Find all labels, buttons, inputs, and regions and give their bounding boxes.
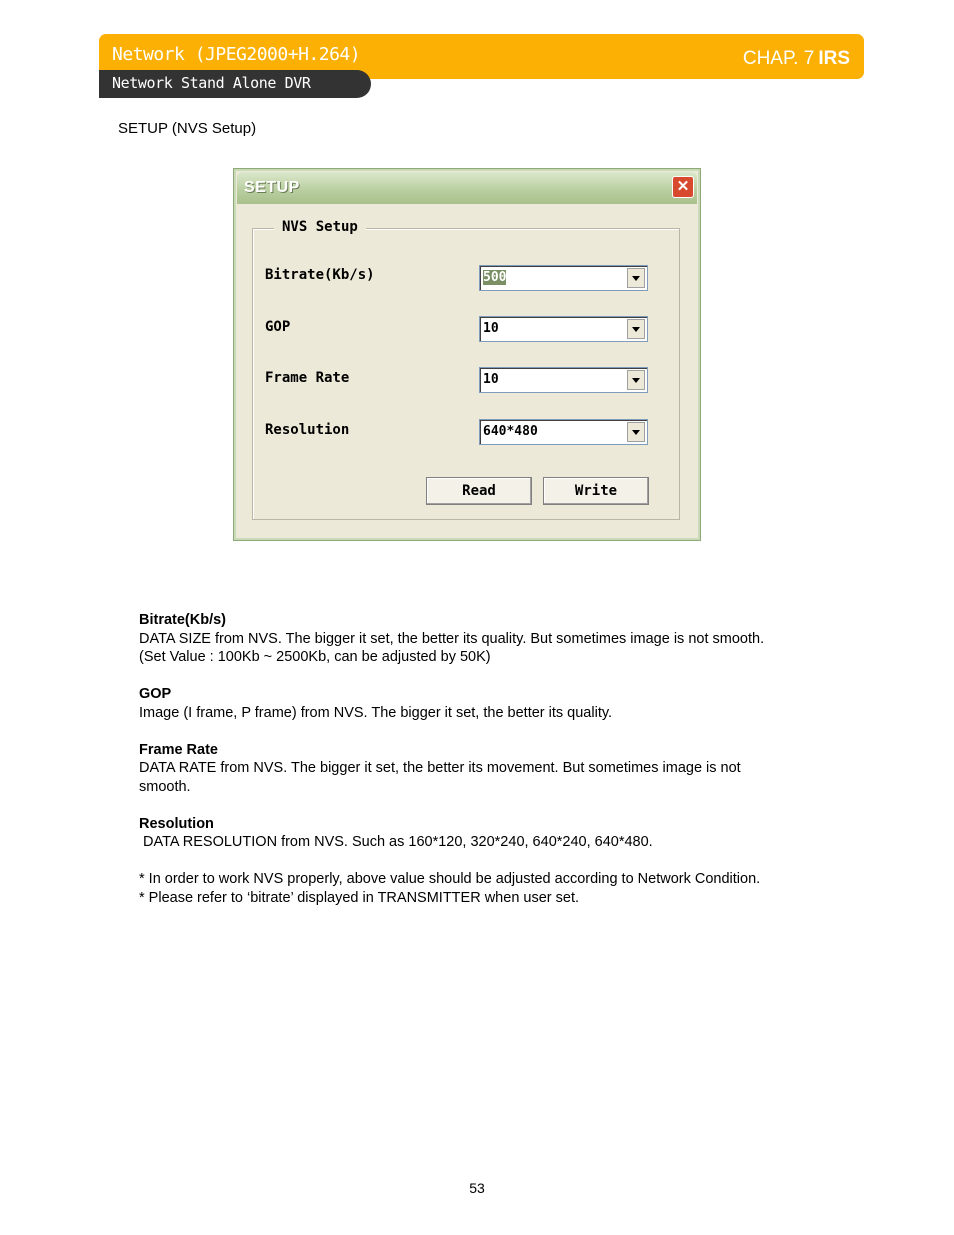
description-text: Image (I frame, P frame) from NVS. The bigger it set, the better its quality. [139,704,613,721]
section-title: SETUP (NVS Setup) [118,120,257,137]
description-text: smooth. [139,778,191,795]
description-text: (Set Value : 100Kb ~ 2500Kb, can be adjusted by 50K) [139,649,491,665]
description-text: DATA RESOLUTION from NVS. Such as 160*120, 320*240, 640*240, 640*480. [139,834,653,850]
resolution-label: Resolution [265,422,350,438]
header-title: Network (JPEG2000+H.264) [112,44,361,65]
description-term: Frame Rate [139,741,218,758]
bitrate-value: 500 [483,270,507,285]
frame-rate-select[interactable] [479,367,648,393]
frame-rate-value: 10 [483,372,499,387]
chevron-down-icon[interactable] [627,370,645,390]
gop-label: GOP [265,319,291,335]
gop-description [139,685,839,722]
frame-rate-description [139,741,839,797]
resolution-select[interactable] [479,419,648,445]
bitrate-description [139,611,839,667]
description-text: DATA RATE from NVS. The bigger it set, the better its movement. But sometimes image is not [139,760,741,776]
description-text: DATA SIZE from NVS. The bigger it set, the better its quality. But sometimes image is not smooth. [139,630,765,647]
resolution-description [139,815,839,852]
group-label: NVS Setup [274,219,366,235]
bitrate-select[interactable] [479,265,648,291]
notes [139,870,839,907]
setup-dialog [233,168,701,541]
dialog-titlebar[interactable] [237,172,697,204]
resolution-value: 640*480 [483,424,538,439]
description-term: GOP [139,686,172,702]
chevron-down-icon[interactable] [627,319,645,339]
page-number: 53 [469,1180,485,1196]
subheader-title: Network Stand Alone DVR [112,74,311,92]
brand-name: IRS [818,48,850,69]
chevron-down-icon[interactable] [627,268,645,288]
chapter-number: CHAP. 7 [742,48,815,69]
note-text: * In order to work NVS properly, above value should be adjusted according to Network Condition. [139,871,761,887]
subheader-bar [99,70,371,98]
description-block [139,611,839,907]
dialog-title: SETUP [244,179,300,196]
write-button[interactable]: Write [543,477,649,505]
gop-select[interactable] [479,316,648,342]
description-term: Bitrate(Kb/s) [139,612,227,628]
description-term: Resolution [139,815,214,832]
close-icon[interactable]: ✕ [672,176,694,198]
bitrate-label: Bitrate(Kb/s) [265,267,375,283]
chapter-label [743,48,850,70]
gop-value: 10 [483,321,499,336]
note-text: * Please refer to ‘bitrate’ displayed in TRANSMITTER when user set. [139,889,580,906]
chevron-down-icon[interactable] [627,422,645,442]
frame-rate-label: Frame Rate [265,370,350,386]
read-button[interactable]: Read [426,477,532,505]
